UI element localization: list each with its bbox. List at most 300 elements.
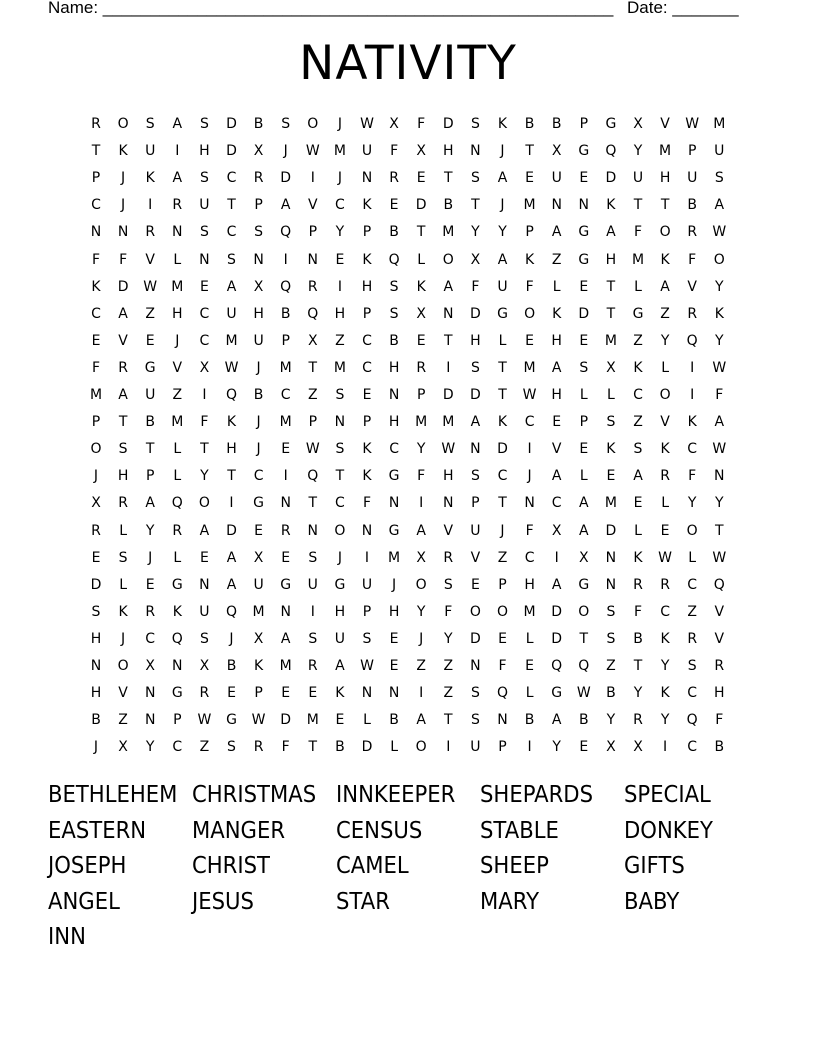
- word-list-item: CAMEL: [336, 853, 409, 879]
- grid-letter: L: [363, 712, 371, 729]
- grid-letter: R: [145, 603, 156, 620]
- grid-letter: H: [334, 305, 346, 322]
- grid-letter: Z: [687, 603, 697, 620]
- grid-letter: X: [199, 359, 210, 376]
- grid-letter: T: [606, 305, 616, 322]
- grid-letter: G: [605, 116, 617, 132]
- grid-letter: U: [497, 278, 508, 295]
- grid-letter: M: [333, 143, 346, 160]
- grid-letter: N: [497, 712, 508, 729]
- grid-letter: N: [199, 576, 210, 593]
- grid-letter: F: [633, 224, 643, 241]
- grid-row: [84, 331, 744, 351]
- grid-letter: P: [362, 603, 372, 620]
- grid-letter: M: [171, 414, 184, 431]
- word-list-item: SHEPARDS: [480, 782, 594, 808]
- grid-letter: P: [687, 143, 697, 160]
- grid-letter: E: [416, 332, 426, 349]
- grid-letter: D: [442, 116, 454, 132]
- grid-letter: C: [687, 739, 698, 756]
- grid-letter: D: [551, 630, 563, 647]
- grid-letter: H: [659, 170, 671, 187]
- grid-letter: W: [522, 387, 537, 403]
- grid-letter: N: [172, 658, 183, 674]
- grid-letter: M: [415, 414, 428, 431]
- grid-letter: O: [334, 522, 346, 539]
- grid-letter: Y: [633, 143, 643, 160]
- grid-letter: U: [632, 170, 644, 187]
- grid-letter: W: [143, 278, 158, 295]
- grid-letter: A: [226, 278, 237, 295]
- grid-letter: I: [690, 359, 695, 376]
- grid-letter: H: [551, 387, 562, 403]
- grid-letter: A: [335, 658, 345, 674]
- grid-letter: B: [714, 739, 725, 756]
- grid-letter: Q: [225, 387, 238, 403]
- grid-letter: F: [633, 603, 643, 620]
- grid-letter: Y: [145, 739, 155, 756]
- word-list-item: BETHLEHEM: [48, 782, 178, 808]
- grid-letter: B: [687, 197, 697, 214]
- grid-letter: K: [118, 603, 128, 620]
- grid-letter: A: [497, 251, 508, 268]
- grid-letter: L: [661, 495, 669, 512]
- grid-letter: J: [500, 143, 505, 160]
- grid-row: [84, 195, 744, 215]
- grid-letter: Y: [687, 495, 697, 512]
- grid-letter: H: [334, 603, 346, 620]
- grid-letter: A: [579, 522, 589, 539]
- grid-letter: L: [119, 522, 127, 539]
- grid-letter: K: [633, 359, 643, 376]
- grid-letter: E: [308, 685, 318, 702]
- grid-letter: M: [659, 143, 672, 160]
- grid-letter: Y: [660, 712, 670, 729]
- grid-letter: M: [279, 359, 292, 376]
- grid-letter: Q: [686, 332, 698, 349]
- grid-letter: P: [471, 495, 480, 512]
- grid-letter: O: [469, 603, 481, 620]
- grid-letter: B: [91, 712, 101, 729]
- grid-letter: M: [89, 387, 103, 403]
- grid-letter: Q: [496, 685, 509, 702]
- grid-letter: A: [280, 197, 291, 214]
- grid-letter: C: [91, 305, 101, 322]
- grid-letter: Z: [633, 332, 643, 349]
- grid-letter: C: [91, 197, 101, 214]
- grid-letter: E: [579, 739, 589, 756]
- grid-letter: P: [579, 414, 589, 431]
- grid-letter: I: [310, 170, 315, 187]
- grid-row: [84, 222, 744, 242]
- grid-letter: J: [148, 549, 153, 566]
- grid-letter: R: [91, 522, 101, 539]
- grid-letter: Z: [335, 332, 345, 349]
- page-title: NATIVITY: [299, 36, 517, 91]
- grid-letter: O: [578, 603, 590, 620]
- word-list-item: CHRIST: [192, 853, 270, 879]
- grid-letter: Y: [606, 712, 616, 729]
- grid-letter: V: [660, 414, 670, 431]
- grid-letter: D: [90, 576, 102, 593]
- grid-letter: X: [308, 332, 318, 349]
- grid-letter: K: [497, 116, 508, 132]
- grid-letter: P: [308, 224, 318, 241]
- grid-letter: C: [199, 305, 210, 322]
- grid-letter: J: [500, 522, 505, 539]
- grid-letter: C: [199, 332, 210, 349]
- grid-letter: R: [118, 495, 128, 512]
- grid-letter: N: [144, 712, 156, 729]
- grid-letter: Q: [307, 305, 319, 322]
- grid-letter: V: [118, 685, 128, 702]
- grid-row: [84, 575, 744, 595]
- date-field-label: Date: _______: [627, 0, 739, 17]
- grid-letter: A: [551, 359, 562, 376]
- grid-letter: O: [496, 603, 509, 620]
- grid-letter: R: [416, 359, 427, 376]
- grid-letter: T: [498, 495, 507, 512]
- grid-row: [84, 629, 744, 649]
- grid-letter: L: [661, 359, 669, 376]
- grid-row: [84, 737, 744, 757]
- grid-letter: T: [633, 197, 643, 214]
- grid-letter: O: [415, 739, 427, 756]
- word-list-item: EASTERN: [48, 817, 147, 844]
- grid-letter: F: [525, 522, 534, 539]
- grid-letter: X: [606, 739, 616, 756]
- grid-letter: I: [283, 251, 288, 268]
- grid-letter: E: [525, 170, 535, 187]
- grid-letter: F: [525, 278, 534, 295]
- grid-letter: M: [713, 116, 726, 132]
- grid-letter: D: [117, 278, 129, 295]
- grid-letter: U: [253, 332, 264, 349]
- grid-letter: T: [525, 143, 534, 160]
- grid-letter: R: [118, 359, 128, 376]
- grid-letter: A: [416, 522, 426, 539]
- grid-letter: T: [498, 359, 507, 376]
- grid-letter: V: [470, 549, 481, 566]
- grid-letter: O: [198, 495, 210, 512]
- grid-letter: W: [576, 685, 591, 702]
- grid-letter: Z: [145, 305, 155, 322]
- grid-letter: M: [279, 414, 292, 431]
- grid-letter: T: [91, 143, 101, 160]
- grid-letter: P: [416, 387, 426, 403]
- grid-letter: L: [173, 441, 182, 458]
- grid-letter: D: [226, 522, 237, 539]
- grid-letter: L: [552, 278, 561, 295]
- grid-letter: A: [199, 522, 210, 539]
- grid-letter: B: [606, 685, 616, 702]
- grid-letter: C: [362, 359, 372, 376]
- grid-row: [84, 277, 744, 297]
- grid-letter: Q: [686, 712, 698, 729]
- grid-letter: P: [362, 305, 372, 322]
- grid-letter: B: [335, 739, 345, 756]
- grid-letter: F: [715, 387, 724, 403]
- grid-letter: D: [415, 197, 427, 214]
- grid-letter: X: [253, 278, 264, 295]
- grid-letter: N: [388, 387, 400, 403]
- grid-row: [84, 168, 744, 188]
- grid-letter: T: [444, 332, 453, 349]
- grid-letter: W: [712, 224, 727, 241]
- grid-row: [84, 114, 744, 134]
- grid-letter: Z: [606, 658, 616, 674]
- grid-letter: C: [335, 495, 345, 512]
- grid-letter: K: [660, 685, 670, 702]
- grid-row: [84, 250, 744, 270]
- grid-letter: H: [388, 414, 400, 431]
- grid-letter: N: [443, 305, 454, 322]
- grid-letter: D: [605, 170, 617, 187]
- grid-letter: N: [280, 495, 291, 512]
- grid-letter: K: [714, 305, 724, 322]
- grid-letter: C: [687, 441, 698, 458]
- grid-letter: S: [470, 468, 480, 485]
- grid-letter: P: [362, 414, 372, 431]
- grid-letter: N: [172, 224, 183, 241]
- grid-letter: G: [578, 251, 590, 268]
- grid-letter: J: [256, 441, 261, 458]
- grid-letter: Y: [633, 685, 643, 702]
- grid-row: [84, 521, 744, 541]
- grid-letter: A: [551, 468, 562, 485]
- grid-letter: K: [416, 278, 426, 295]
- grid-letter: N: [524, 495, 535, 512]
- grid-letter: M: [442, 414, 455, 431]
- grid-letter: X: [389, 116, 399, 132]
- grid-letter: E: [362, 387, 372, 403]
- grid-letter: J: [93, 739, 99, 756]
- grid-letter: T: [416, 224, 426, 241]
- grid-letter: G: [578, 224, 590, 241]
- grid-letter: E: [281, 441, 291, 458]
- grid-row: [84, 548, 744, 568]
- grid-letter: R: [714, 658, 725, 674]
- grid-letter: M: [604, 332, 617, 349]
- grid-letter: L: [173, 549, 182, 566]
- grid-letter: V: [714, 630, 725, 647]
- grid-letter: N: [361, 170, 373, 187]
- grid-letter: U: [470, 739, 481, 756]
- grid-letter: K: [606, 197, 616, 214]
- grid-letter: A: [416, 712, 426, 729]
- grid-letter: N: [578, 197, 590, 214]
- word-list-item: GIFTS: [624, 853, 685, 879]
- grid-letter: I: [202, 387, 207, 403]
- grid-letter: I: [229, 495, 234, 512]
- grid-letter: Y: [335, 224, 345, 241]
- grid-letter: C: [497, 468, 508, 485]
- grid-letter: S: [389, 305, 399, 322]
- grid-letter: O: [415, 576, 427, 593]
- grid-letter: E: [145, 576, 155, 593]
- grid-letter: Q: [713, 576, 725, 593]
- grid-letter: Y: [200, 468, 209, 485]
- grid-letter: Y: [660, 332, 670, 349]
- grid-letter: H: [388, 359, 400, 376]
- grid-row: [84, 385, 744, 405]
- grid-letter: F: [362, 495, 372, 512]
- grid-letter: H: [199, 143, 210, 160]
- grid-letter: K: [497, 414, 508, 431]
- grid-letter: X: [416, 305, 426, 322]
- grid-letter: F: [91, 359, 101, 376]
- grid-letter: S: [606, 414, 616, 431]
- grid-letter: E: [91, 549, 101, 566]
- grid-letter: A: [551, 576, 562, 593]
- grid-letter: Y: [552, 739, 561, 756]
- grid-letter: V: [443, 522, 454, 539]
- grid-letter: Q: [171, 495, 183, 512]
- grid-letter: W: [712, 549, 727, 566]
- grid-letter: R: [687, 630, 698, 647]
- grid-letter: M: [333, 359, 346, 376]
- grid-letter: Y: [715, 278, 724, 295]
- grid-letter: U: [334, 630, 346, 647]
- grid-letter: L: [579, 468, 588, 485]
- grid-letter: B: [443, 197, 454, 214]
- grid-letter: J: [337, 549, 342, 566]
- grid-letter: D: [470, 305, 481, 322]
- grid-letter: G: [578, 576, 590, 593]
- grid-letter: H: [117, 468, 129, 485]
- grid-letter: C: [551, 495, 562, 512]
- grid-letter: R: [307, 658, 318, 674]
- grid-letter: K: [91, 278, 101, 295]
- grid-letter: Q: [578, 658, 590, 674]
- grid-letter: C: [145, 630, 156, 647]
- grid-letter: I: [419, 685, 424, 702]
- grid-letter: W: [441, 441, 456, 458]
- grid-letter: I: [310, 603, 315, 620]
- grid-letter: A: [579, 495, 589, 512]
- word-list-item: JESUS: [192, 888, 254, 915]
- grid-letter: N: [117, 224, 129, 241]
- grid-letter: G: [253, 495, 265, 512]
- grid-letter: R: [253, 739, 264, 756]
- grid-letter: A: [172, 170, 183, 187]
- grid-row: [84, 656, 744, 676]
- grid-letter: D: [497, 441, 508, 458]
- grid-letter: L: [417, 251, 426, 268]
- grid-letter: L: [498, 332, 507, 349]
- grid-letter: O: [524, 305, 536, 322]
- word-list-item: MARY: [480, 888, 540, 915]
- grid-letter: I: [148, 197, 153, 214]
- grid-letter: W: [658, 549, 673, 566]
- grid-letter: E: [281, 685, 291, 702]
- grid-letter: Z: [633, 414, 643, 431]
- grid-letter: R: [660, 468, 670, 485]
- grid-letter: O: [117, 116, 129, 132]
- grid-letter: Z: [443, 685, 454, 702]
- grid-letter: S: [199, 630, 209, 647]
- grid-letter: H: [551, 332, 562, 349]
- grid-letter: N: [470, 658, 481, 674]
- grid-letter: T: [579, 630, 589, 647]
- grid-letter: X: [253, 549, 264, 566]
- grid-letter: C: [389, 441, 399, 458]
- grid-letter: P: [281, 332, 290, 349]
- grid-letter: P: [498, 739, 507, 756]
- grid-letter: F: [688, 468, 697, 485]
- grid-letter: K: [606, 441, 616, 458]
- grid-letter: Z: [551, 251, 562, 268]
- grid-letter: E: [552, 414, 562, 431]
- grid-letter: M: [225, 332, 238, 349]
- word-list-item: MANGER: [192, 817, 286, 844]
- grid-letter: X: [633, 739, 643, 756]
- grid-letter: W: [197, 712, 212, 729]
- grid-letter: H: [361, 278, 373, 295]
- grid-letter: G: [578, 143, 590, 160]
- grid-letter: T: [471, 197, 480, 214]
- grid-letter: O: [117, 658, 129, 674]
- grid-letter: H: [524, 576, 535, 593]
- grid-letter: J: [256, 359, 261, 376]
- grid-letter: S: [470, 359, 480, 376]
- grid-letter: H: [90, 685, 102, 702]
- word-list-item: INN: [48, 924, 86, 950]
- grid-letter: J: [229, 630, 234, 647]
- grid-letter: H: [388, 603, 400, 620]
- word-list-item: SHEEP: [480, 853, 549, 879]
- grid-letter: B: [389, 712, 399, 729]
- grid-letter: E: [199, 278, 209, 295]
- grid-letter: L: [390, 739, 398, 756]
- grid-letter: S: [227, 251, 236, 268]
- grid-letter: I: [419, 495, 424, 512]
- grid-letter: C: [524, 414, 535, 431]
- word-list-item: SPECIAL: [624, 782, 711, 808]
- grid-letter: S: [606, 603, 616, 620]
- grid-letter: E: [389, 658, 399, 674]
- grid-letter: C: [362, 332, 372, 349]
- grid-letter: J: [93, 468, 99, 485]
- word-list-item: CHRISTMAS: [192, 782, 317, 808]
- grid-letter: S: [714, 170, 724, 187]
- grid-letter: G: [280, 576, 292, 593]
- grid-letter: W: [224, 359, 239, 376]
- grid-letter: R: [199, 685, 210, 702]
- grid-letter: S: [91, 603, 101, 620]
- grid-letter: Z: [199, 739, 210, 756]
- grid-letter: P: [579, 116, 589, 132]
- grid-letter: T: [335, 468, 345, 485]
- grid-letter: S: [606, 630, 616, 647]
- grid-letter: H: [226, 441, 237, 458]
- grid-letter: P: [254, 685, 263, 702]
- grid-letter: X: [579, 549, 589, 566]
- grid-letter: V: [308, 197, 318, 214]
- grid-letter: I: [175, 143, 180, 160]
- grid-letter: P: [498, 576, 507, 593]
- grid-letter: I: [446, 359, 451, 376]
- grid-letter: X: [470, 251, 481, 268]
- grid-row: [84, 412, 744, 432]
- grid-letter: S: [308, 630, 318, 647]
- grid-letter: L: [634, 278, 642, 295]
- grid-letter: C: [172, 739, 183, 756]
- grid-letter: H: [172, 305, 183, 322]
- grid-letter: N: [361, 522, 373, 539]
- grid-letter: C: [280, 387, 291, 403]
- grid-letter: C: [253, 468, 264, 485]
